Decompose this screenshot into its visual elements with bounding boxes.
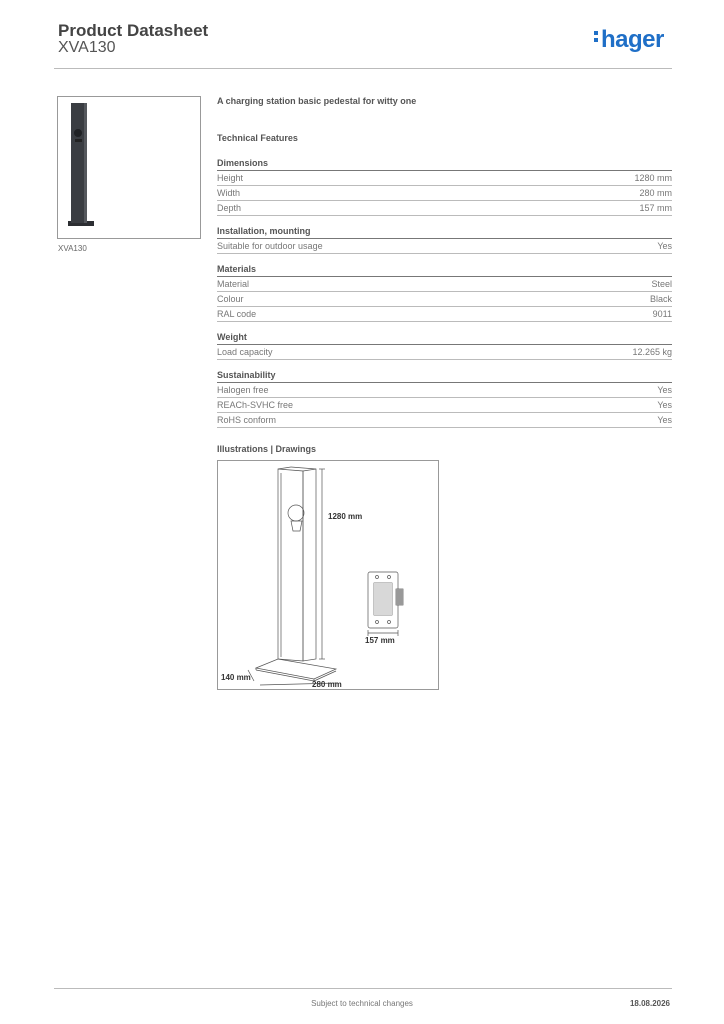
section-materials [217, 264, 672, 322]
dimension-drawing [218, 461, 438, 689]
spec-row [217, 307, 672, 322]
section-installation [217, 226, 672, 254]
spec-label: RoHS conform [217, 415, 277, 425]
spec-label: REACh-SVHC free [217, 400, 294, 410]
spec-value: Yes [657, 415, 672, 425]
section-title: Sustainability [217, 370, 672, 383]
spec-row [217, 345, 672, 360]
image-caption: XVA130 [58, 244, 87, 253]
spec-row [217, 277, 672, 292]
technical-features-title: Technical Features [217, 133, 298, 143]
spec-value: 9011 [652, 309, 672, 319]
section-title: Materials [217, 264, 672, 277]
spec-row [217, 186, 672, 201]
spec-label: Suitable for outdoor usage [217, 241, 323, 251]
spec-value: 280 mm [639, 188, 672, 198]
section-dimensions [217, 158, 672, 216]
spec-label: Width [217, 188, 241, 198]
spec-value: 12.265 kg [632, 347, 672, 357]
section-title: Installation, mounting [217, 226, 672, 239]
document-title: Product Datasheet [58, 21, 209, 40]
product-image [57, 96, 201, 239]
spec-value: Yes [657, 385, 672, 395]
base-dimension-label: 140 mm [221, 673, 251, 682]
header-divider [54, 68, 672, 69]
product-code: XVA130 [58, 39, 116, 56]
footer-date: 18.08.2026 [629, 999, 670, 1008]
section-title: Dimensions [217, 158, 672, 171]
section-title: Weight [217, 332, 672, 345]
illustrations-title: Illustrations | Drawings [217, 444, 317, 454]
spec-label: Colour [217, 294, 244, 304]
spec-label: Load capacity [217, 347, 273, 357]
spec-value: 157 mm [639, 203, 672, 213]
spec-label: Depth [217, 203, 242, 213]
technical-drawing [217, 460, 439, 690]
width-dimension-label: 280 mm [312, 680, 342, 689]
spec-value: Yes [657, 241, 672, 251]
spec-row [217, 201, 672, 216]
product-description: A charging station basic pedestal for witty one [217, 96, 417, 106]
spec-row [217, 398, 672, 413]
footer-note: Subject to technical changes [311, 999, 413, 1008]
footer-divider [54, 988, 672, 989]
spec-label: Halogen free [217, 385, 269, 395]
spec-row [217, 292, 672, 307]
spec-row [217, 171, 672, 186]
spec-row [217, 239, 672, 254]
logo-text: hager [601, 26, 664, 53]
product-details [217, 96, 672, 690]
spec-value: Yes [657, 400, 672, 410]
section-weight [217, 332, 672, 360]
spec-label: RAL code [217, 309, 257, 319]
height-dimension-label: 1280 mm [328, 512, 363, 521]
spec-row [217, 413, 672, 428]
spec-label: Height [217, 173, 244, 183]
spec-value: Black [649, 294, 672, 304]
pedestal-photo [58, 97, 200, 238]
spec-row [217, 383, 672, 398]
depth-dimension-label: 157 mm [365, 636, 395, 645]
spec-value: 1280 mm [634, 173, 672, 183]
spec-value: Steel [651, 279, 672, 289]
hager-logo [594, 26, 664, 54]
spec-label: Material [217, 279, 250, 289]
logo-dots-icon [594, 28, 599, 45]
section-sustainability [217, 370, 672, 428]
